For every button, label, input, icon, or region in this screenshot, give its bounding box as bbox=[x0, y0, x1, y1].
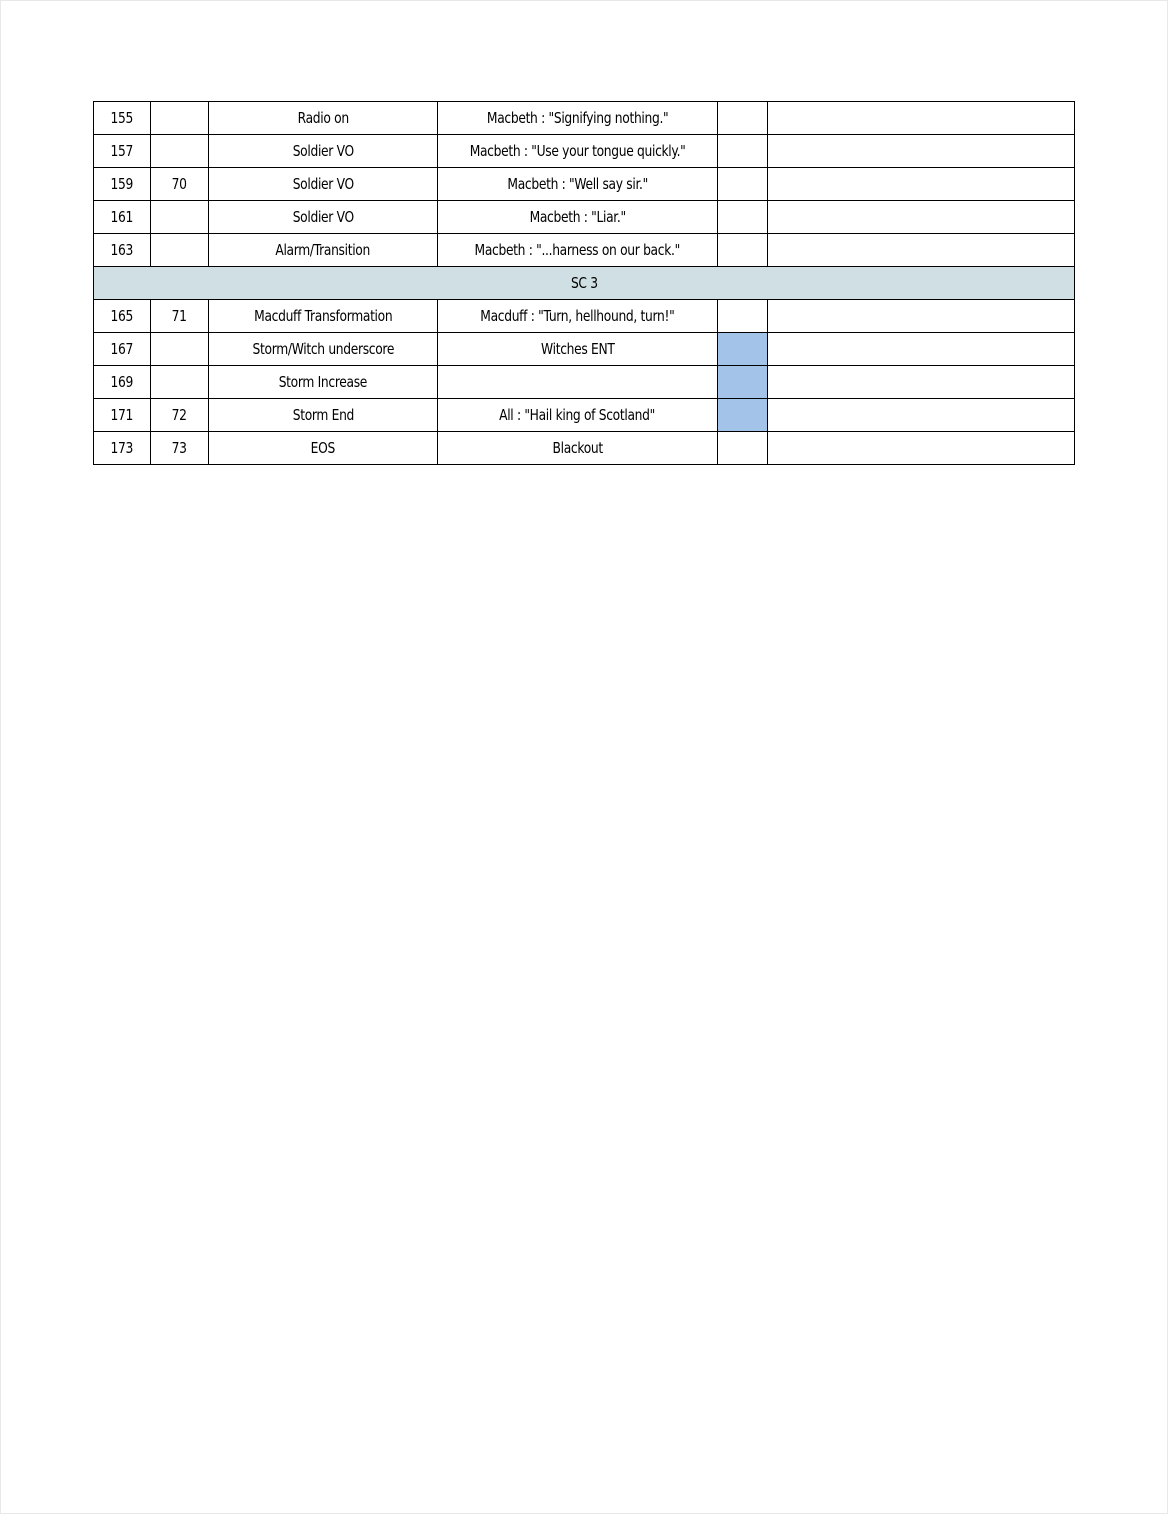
go-line-cell bbox=[438, 333, 718, 366]
cue-description-text: Soldier VO bbox=[292, 142, 354, 160]
notes-cell bbox=[768, 432, 1075, 465]
ref-number-text: 73 bbox=[171, 439, 187, 457]
cue-number-text: 155 bbox=[110, 109, 134, 127]
cue-description-text: Soldier VO bbox=[292, 175, 354, 193]
cue-number-text: 161 bbox=[110, 208, 134, 226]
cue-description-text: Storm End bbox=[292, 406, 354, 424]
flag-cell bbox=[718, 366, 768, 399]
cue-description-text: Storm/Witch underscore bbox=[252, 340, 394, 358]
go-line-cell bbox=[438, 102, 718, 135]
flag-cell bbox=[718, 168, 768, 201]
go-line-text: Macbeth : "...harness on our back." bbox=[474, 241, 681, 259]
go-line-cell bbox=[438, 201, 718, 234]
cue-number-cell bbox=[94, 234, 151, 267]
cue-row bbox=[94, 102, 1075, 135]
cue-number-text: 167 bbox=[110, 340, 134, 358]
go-line-text: Blackout bbox=[552, 439, 603, 457]
cue-row bbox=[94, 135, 1075, 168]
cue-row bbox=[94, 399, 1075, 432]
scene-header-row bbox=[94, 267, 1075, 300]
cue-number-text: 165 bbox=[110, 307, 134, 325]
go-line-text: Macbeth : "Liar." bbox=[529, 208, 626, 226]
ref-number-text: 71 bbox=[171, 307, 187, 325]
notes-cell bbox=[768, 234, 1075, 267]
go-line-cell bbox=[438, 168, 718, 201]
cue-number-cell bbox=[94, 333, 151, 366]
cue-number-text: 157 bbox=[110, 142, 134, 160]
cue-description-text: Storm Increase bbox=[278, 373, 368, 391]
ref-number-cell bbox=[151, 135, 209, 168]
cue-row bbox=[94, 432, 1075, 465]
notes-cell bbox=[768, 135, 1075, 168]
cue-description-cell bbox=[209, 333, 438, 366]
flag-cell bbox=[718, 300, 768, 333]
notes-cell bbox=[768, 102, 1075, 135]
go-line-cell bbox=[438, 135, 718, 168]
cue-row bbox=[94, 366, 1075, 399]
go-line-cell bbox=[438, 366, 718, 399]
notes-cell bbox=[768, 201, 1075, 234]
scene-label: SC 3 bbox=[570, 274, 598, 292]
go-line-cell bbox=[438, 432, 718, 465]
ref-number-cell bbox=[151, 234, 209, 267]
ref-number-cell bbox=[151, 366, 209, 399]
go-line-text: All : "Hail king of Scotland" bbox=[499, 406, 656, 424]
cue-number-cell bbox=[94, 366, 151, 399]
cue-number-text: 163 bbox=[110, 241, 134, 259]
notes-cell bbox=[768, 168, 1075, 201]
cue-description-text: Radio on bbox=[297, 109, 349, 127]
flag-cell bbox=[718, 333, 768, 366]
ref-number-cell bbox=[151, 168, 209, 201]
ref-number-text: 70 bbox=[171, 175, 187, 193]
cue-sheet-body bbox=[94, 102, 1075, 465]
cue-description-cell bbox=[209, 234, 438, 267]
ref-number-cell bbox=[151, 399, 209, 432]
go-line-text: Macbeth : "Use your tongue quickly." bbox=[469, 142, 686, 160]
notes-cell bbox=[768, 333, 1075, 366]
cue-description-text: EOS bbox=[310, 439, 336, 457]
go-line-cell bbox=[438, 300, 718, 333]
cue-description-cell bbox=[209, 102, 438, 135]
ref-number-cell bbox=[151, 432, 209, 465]
cue-row bbox=[94, 333, 1075, 366]
cue-sheet-table bbox=[93, 101, 1075, 465]
cue-description-cell bbox=[209, 168, 438, 201]
notes-cell bbox=[768, 300, 1075, 333]
cue-description-cell bbox=[209, 366, 438, 399]
cue-number-cell bbox=[94, 300, 151, 333]
flag-cell bbox=[718, 102, 768, 135]
cue-description-text: Macduff Transformation bbox=[253, 307, 393, 325]
cue-number-text: 159 bbox=[110, 175, 134, 193]
cue-number-text: 171 bbox=[110, 406, 134, 424]
ref-number-cell bbox=[151, 333, 209, 366]
cue-number-cell bbox=[94, 432, 151, 465]
cue-row bbox=[94, 300, 1075, 333]
ref-number-text: 72 bbox=[171, 406, 187, 424]
cue-number-text: 173 bbox=[110, 439, 134, 457]
notes-cell bbox=[768, 399, 1075, 432]
cue-number-cell bbox=[94, 102, 151, 135]
cue-description-cell bbox=[209, 201, 438, 234]
go-line-cell bbox=[438, 234, 718, 267]
cue-number-cell bbox=[94, 201, 151, 234]
cue-number-cell bbox=[94, 399, 151, 432]
notes-cell bbox=[768, 366, 1075, 399]
flag-cell bbox=[718, 201, 768, 234]
go-line-cell bbox=[438, 399, 718, 432]
cue-number-text: 169 bbox=[110, 373, 134, 391]
flag-cell bbox=[718, 432, 768, 465]
ref-number-cell bbox=[151, 201, 209, 234]
flag-cell bbox=[718, 234, 768, 267]
ref-number-cell bbox=[151, 102, 209, 135]
cue-description-cell bbox=[209, 432, 438, 465]
cue-description-cell bbox=[209, 135, 438, 168]
cue-row bbox=[94, 201, 1075, 234]
cue-row bbox=[94, 234, 1075, 267]
go-line-text: Macduff : "Turn, hellhound, turn!" bbox=[480, 307, 675, 325]
cue-description-cell bbox=[209, 399, 438, 432]
cue-description-cell bbox=[209, 300, 438, 333]
cue-number-cell bbox=[94, 168, 151, 201]
scene-header-cell bbox=[94, 267, 1075, 300]
go-line-text: Macbeth : "Signifying nothing." bbox=[486, 109, 669, 127]
flag-cell bbox=[718, 135, 768, 168]
cue-description-text: Alarm/Transition bbox=[275, 241, 371, 259]
go-line-text: Witches ENT bbox=[540, 340, 615, 358]
cue-row bbox=[94, 168, 1075, 201]
flag-cell bbox=[718, 399, 768, 432]
cue-description-text: Soldier VO bbox=[292, 208, 354, 226]
ref-number-cell bbox=[151, 300, 209, 333]
cue-number-cell bbox=[94, 135, 151, 168]
go-line-text: Macbeth : "Well say sir." bbox=[507, 175, 648, 193]
